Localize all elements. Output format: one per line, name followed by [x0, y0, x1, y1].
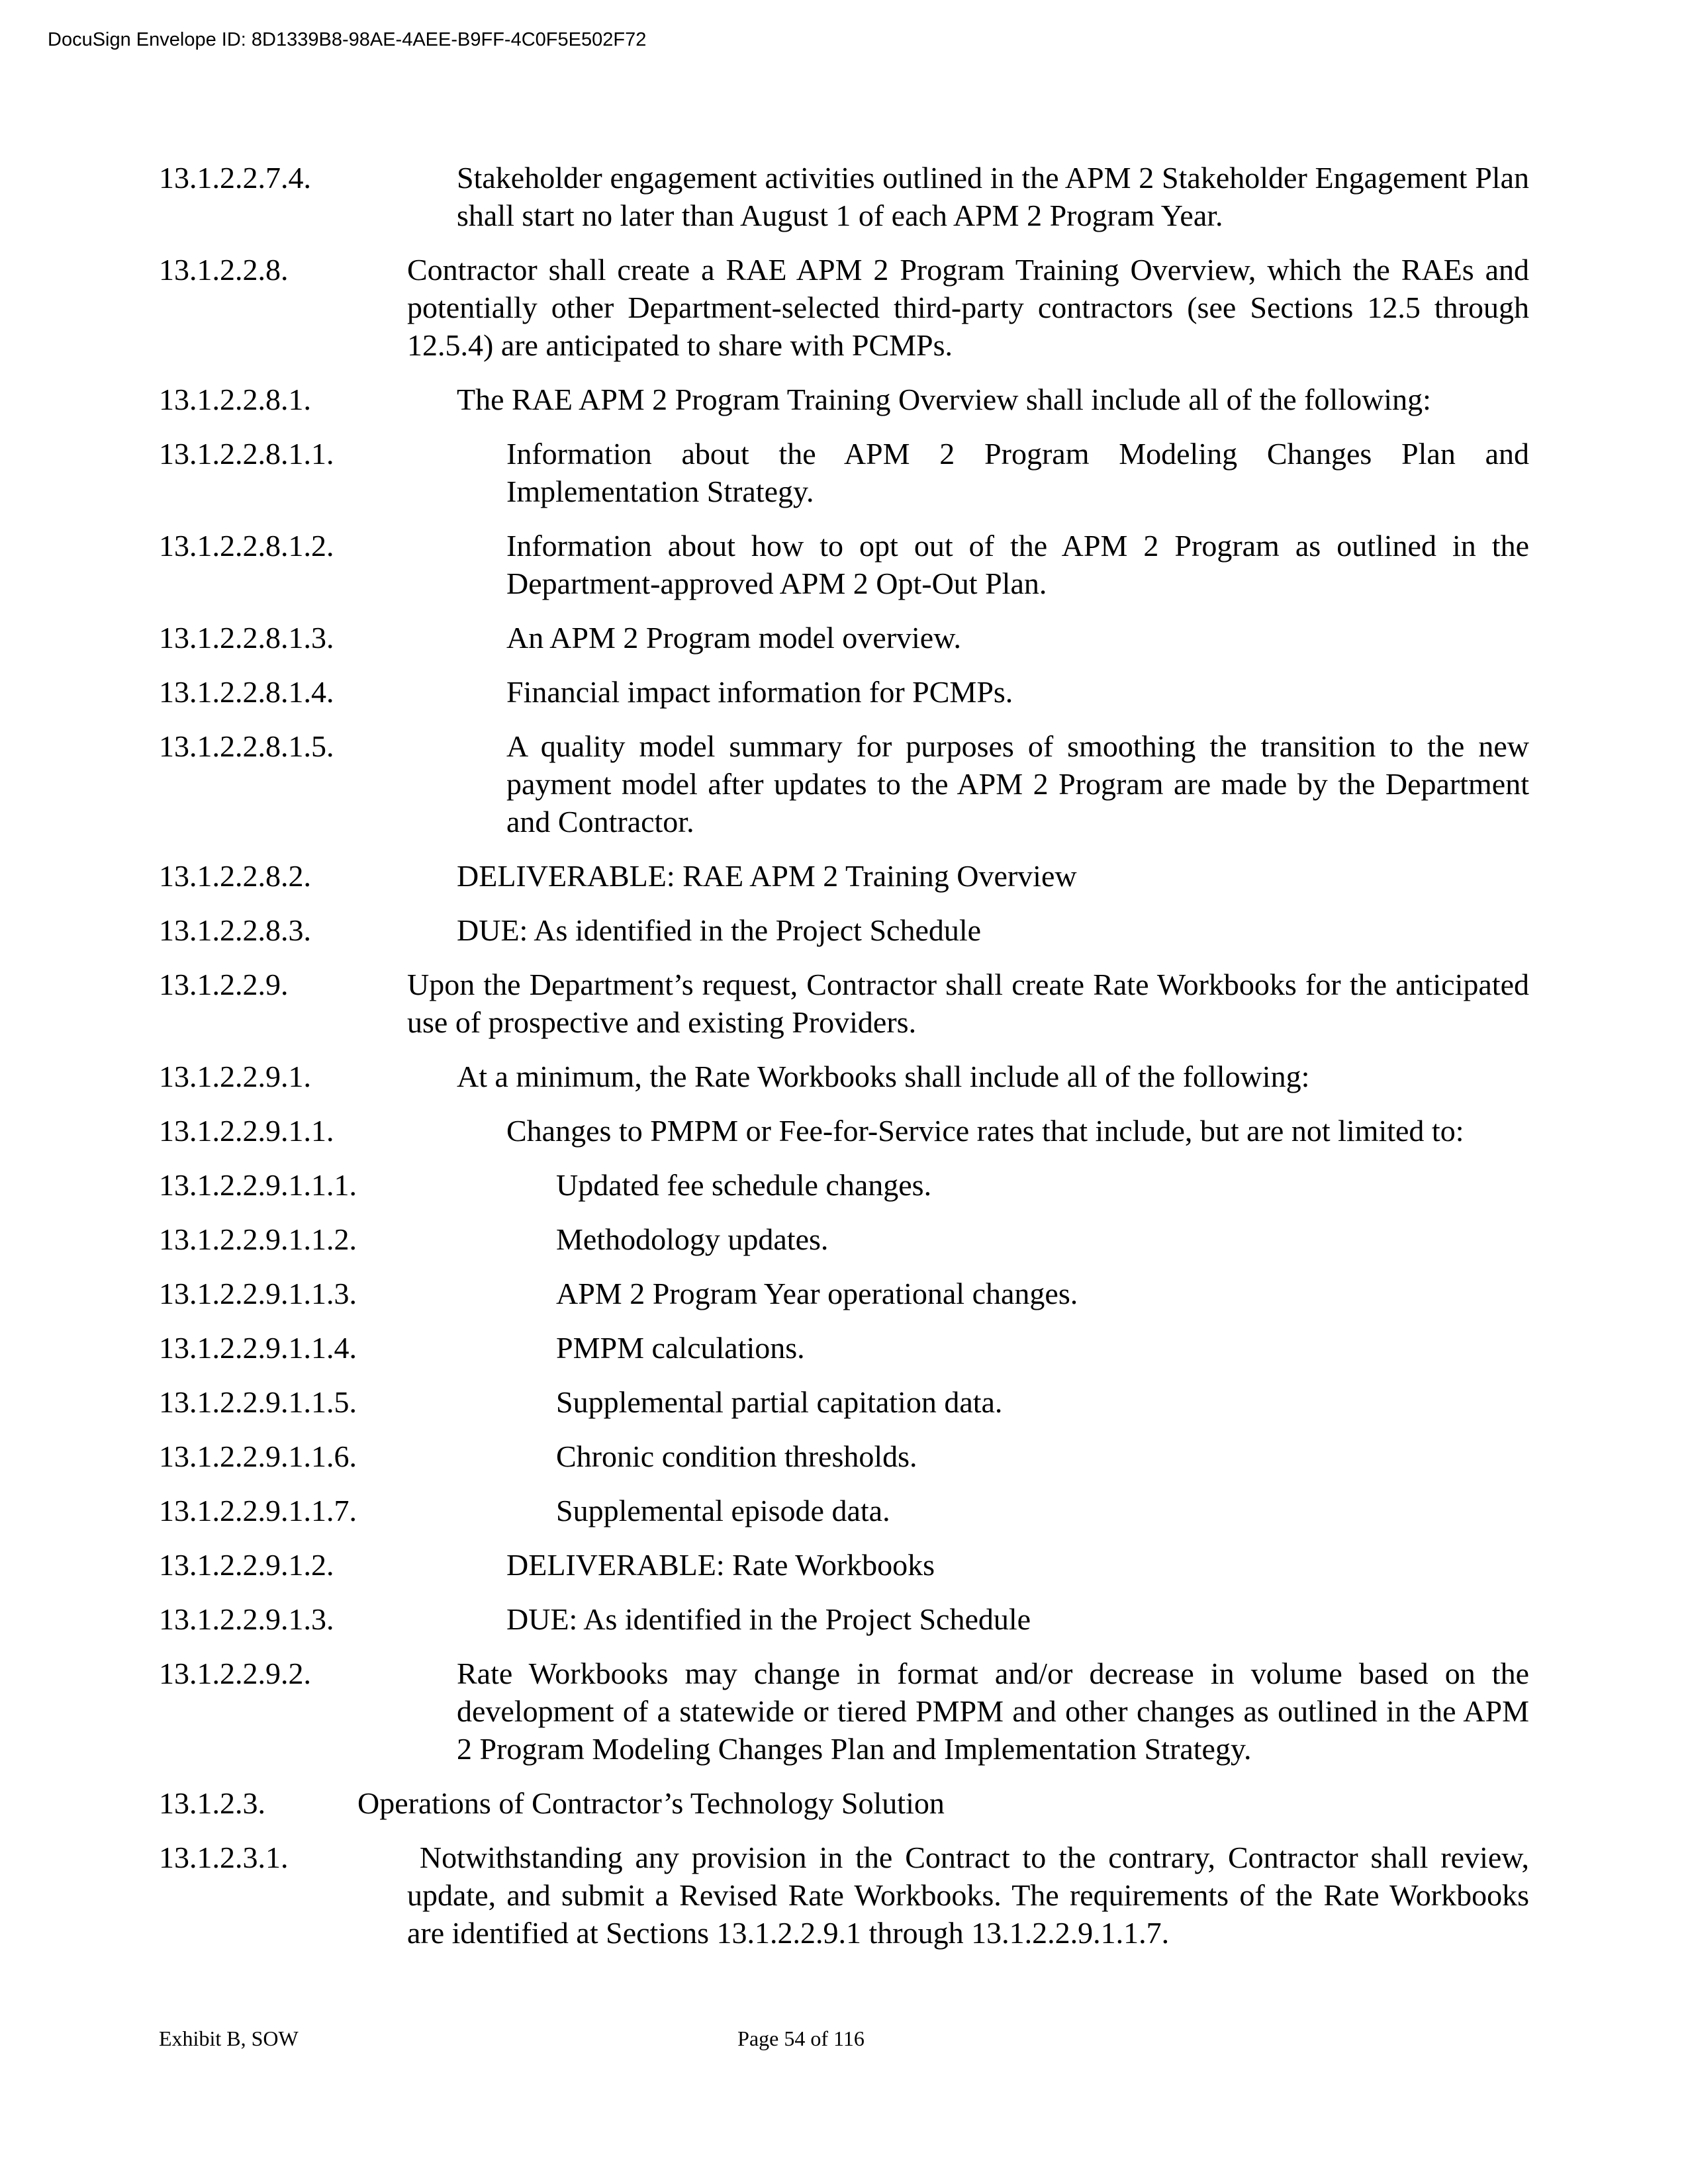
section-paragraph: [159, 251, 1529, 364]
section-paragraph: [159, 1220, 1529, 1258]
section-number: 13.1.2.2.7.4.: [159, 161, 311, 195]
section-paragraph: [159, 1275, 1529, 1312]
section-number: 13.1.2.2.8.1.4.: [159, 675, 334, 709]
section-text: PMPM calculations.: [556, 1331, 805, 1365]
section-paragraph: [159, 1112, 1529, 1150]
section-number: 13.1.2.2.8.1.2.: [159, 529, 334, 563]
section-paragraph: [159, 673, 1529, 711]
section-number: 13.1.2.2.9.1.1.3.: [159, 1277, 357, 1310]
section-paragraph: [159, 911, 1529, 949]
section-text: Contractor shall create a RAE APM 2 Program Training Overview, which the RAEs and potentially other Department-selected third-party contractors (see Sections 12.5 through 12.5.4) are anticipated to share with PCMPs.: [407, 253, 1529, 362]
section-paragraph: [159, 1329, 1529, 1367]
section-paragraph: [159, 1600, 1529, 1638]
section-number: 13.1.2.2.8.: [159, 253, 289, 287]
section-paragraph: [159, 435, 1529, 510]
section-paragraph: [159, 1058, 1529, 1095]
section-number: 13.1.2.2.8.1.1.: [159, 437, 334, 471]
docusign-envelope-id: DocuSign Envelope ID: 8D1339B8-98AE-4AEE-B9FF-4C0F5E502F72: [48, 29, 647, 50]
section-number: 13.1.2.2.9.1.2.: [159, 1548, 334, 1582]
section-text: DUE: As identified in the Project Schedule: [506, 1602, 1031, 1636]
section-number: 13.1.2.2.9.1.1.4.: [159, 1331, 357, 1365]
footer-page-number: Page 54 of 116: [737, 2026, 865, 2050]
section-number: 13.1.2.2.8.1.3.: [159, 621, 334, 655]
section-number: 13.1.2.2.8.1.5.: [159, 729, 334, 763]
section-paragraph: [159, 1492, 1529, 1529]
section-text: Operations of Contractor’s Technology Solution: [357, 1786, 945, 1820]
section-number: 13.1.2.2.9.2.: [159, 1657, 311, 1690]
section-paragraph: [159, 1839, 1537, 1952]
section-paragraph: [159, 381, 1529, 418]
section-number: 13.1.2.2.9.1.1.6.: [159, 1439, 357, 1473]
section-text: Supplemental episode data.: [556, 1494, 890, 1527]
section-text: Information about the APM 2 Program Modeling Changes Plan and Implementation Strategy.: [506, 437, 1529, 508]
section-text: Methodology updates.: [556, 1222, 829, 1256]
section-paragraph: [159, 857, 1529, 895]
section-paragraph: [159, 727, 1529, 841]
section-number: 13.1.2.2.9.1.1.1.: [159, 1168, 357, 1202]
section-text: An APM 2 Program model overview.: [506, 621, 961, 655]
section-text: Information about how to opt out of the APM 2 Program as outlined in the Department-approved APM 2 Opt-Out Plan.: [506, 529, 1529, 600]
section-text: APM 2 Program Year operational changes.: [556, 1277, 1078, 1310]
section-number: 13.1.2.3.: [159, 1786, 265, 1820]
section-text: DUE: As identified in the Project Schedule: [457, 913, 982, 947]
section-number: 13.1.2.2.9.1.: [159, 1060, 311, 1093]
section-text: Chronic condition thresholds.: [556, 1439, 917, 1473]
section-paragraph: [159, 1546, 1529, 1584]
section-text: At a minimum, the Rate Workbooks shall include all of the following:: [457, 1060, 1310, 1093]
section-paragraph: [159, 1166, 1529, 1204]
section-paragraph: [159, 619, 1529, 657]
section-number: 13.1.2.2.9.: [159, 968, 289, 1001]
section-number: 13.1.2.2.9.1.1.2.: [159, 1222, 357, 1256]
section-paragraph: [159, 1437, 1529, 1475]
section-paragraph: [159, 1383, 1529, 1421]
section-paragraph: [159, 966, 1529, 1041]
section-number: 13.1.2.2.9.1.1.: [159, 1114, 334, 1148]
section-number: 13.1.2.3.1.: [159, 1841, 289, 1874]
section-number: 13.1.2.2.9.1.1.7.: [159, 1494, 357, 1527]
section-paragraph: [159, 1655, 1529, 1768]
section-text: Notwithstanding any provision in the Contract to the contrary, Contractor shall review, update, and submit a Revised Rate Workbooks. The requirements of the Rate Workbooks are identified at Sections 13.1.2.2.9.1 through 13.1.2.2.9.1.1.7.: [407, 1841, 1537, 1950]
section-text: Updated fee schedule changes.: [556, 1168, 932, 1202]
section-text: DELIVERABLE: Rate Workbooks: [506, 1548, 935, 1582]
section-number: 13.1.2.2.9.1.3.: [159, 1602, 334, 1636]
section-paragraph: [159, 1784, 1529, 1822]
section-text: Supplemental partial capitation data.: [556, 1385, 1003, 1419]
footer-exhibit-label: Exhibit B, SOW: [159, 2026, 299, 2050]
section-text: Stakeholder engagement activities outlined in the APM 2 Stakeholder Engagement Plan shall start no later than August 1 of each APM 2 Program Year.: [457, 161, 1529, 232]
section-number: 13.1.2.2.9.1.1.5.: [159, 1385, 357, 1419]
document-body: [159, 159, 1537, 1968]
section-text: Rate Workbooks may change in format and/or decrease in volume based on the development of a statewide or tiered PMPM and other changes as outlined in the APM 2 Program Modeling Changes Plan and Implementation Strategy.: [457, 1657, 1529, 1766]
section-number: 13.1.2.2.8.2.: [159, 859, 311, 893]
section-text: Upon the Department’s request, Contractor shall create Rate Workbooks for the anticipated use of prospective and existing Providers.: [407, 968, 1529, 1039]
section-number: 13.1.2.2.8.3.: [159, 913, 311, 947]
section-paragraph: [159, 527, 1529, 602]
section-text: The RAE APM 2 Program Training Overview shall include all of the following:: [457, 383, 1431, 416]
section-text: Financial impact information for PCMPs.: [506, 675, 1013, 709]
section-text: A quality model summary for purposes of smoothing the transition to the new payment model after updates to the APM 2 Program are made by the Department and Contractor.: [506, 729, 1529, 839]
section-number: 13.1.2.2.8.1.: [159, 383, 311, 416]
section-text: DELIVERABLE: RAE APM 2 Training Overview: [457, 859, 1077, 893]
section-text: Changes to PMPM or Fee-for-Service rates that include, but are not limited to:: [506, 1114, 1464, 1148]
section-paragraph: [159, 159, 1529, 234]
